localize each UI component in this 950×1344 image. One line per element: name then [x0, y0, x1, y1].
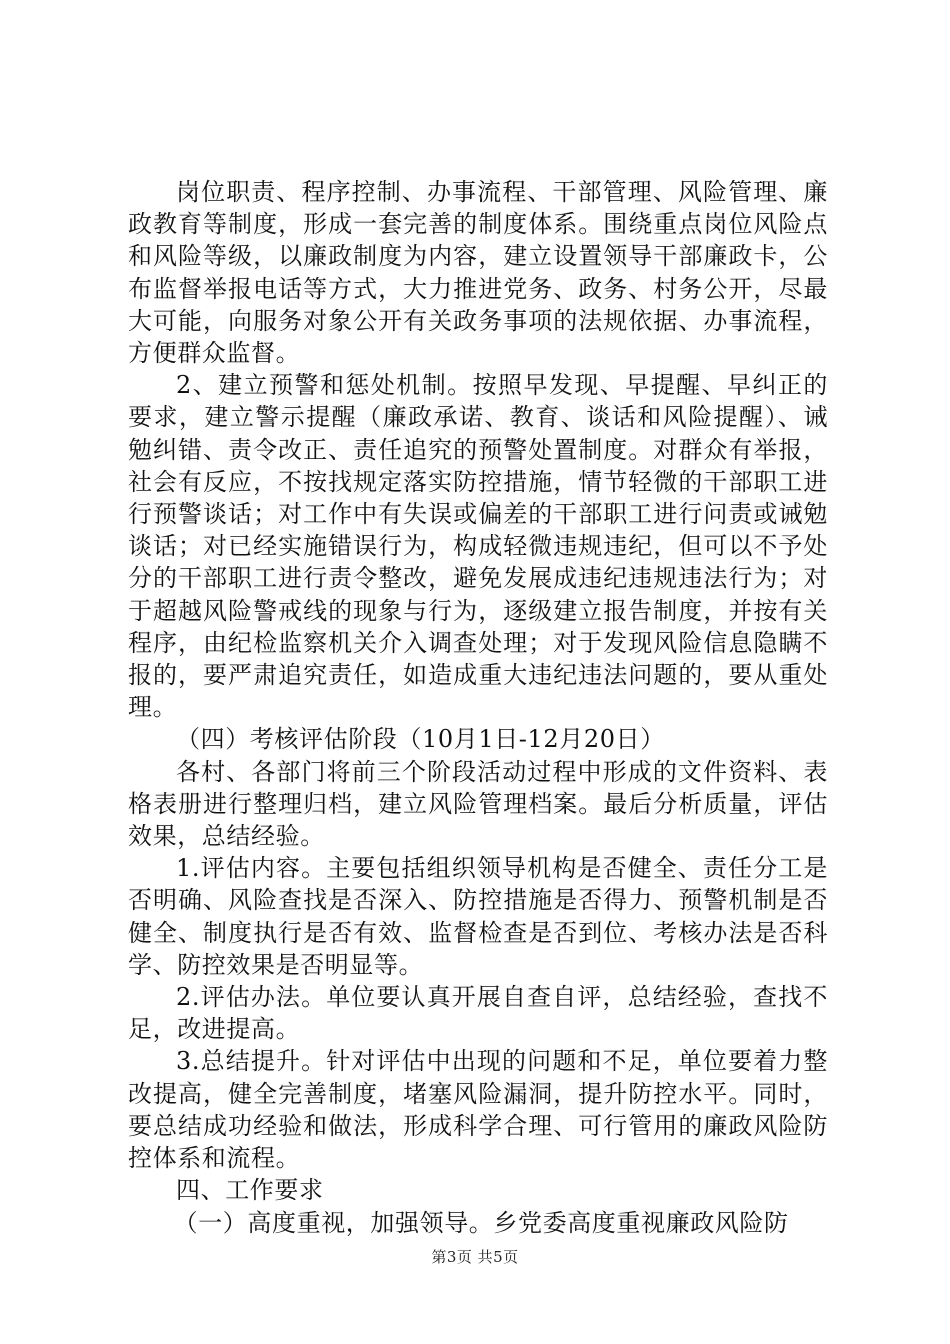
- paragraph-warning-mechanism: 2、建立预警和惩处机制。按照早发现、早提醒、早纠正的要求，建立警示提醒（廉政承诺、教育、谈话和风险提醒）、诫勉纠错、责令改正、责任追究的预警处置制度。对群众有举报，社会有反应，不按找规定落实防控措施，情节轻微的干部职工进行预警谈话；对工作中有失误或偏差的干部职工进行问责或诫勉谈话；对已经实施错误行为，构成轻微违规违纪，但可以不予处分的干部职工进行责令整改，避免发展成违纪违规违法行为；对于超越风险警戒线的现象与行为，逐级建立报告制度，并按有关程序，由纪检监察机关介入调查处理；对于发现风险信息隐瞒不报的，要严肃追究责任，如造成重大违纪违法问题的，要从重处理。: [128, 371, 828, 722]
- paragraph-summary: 3.总结提升。针对评估中出现的问题和不足，单位要着力整改提高，健全完善制度，堵塞风险漏洞，提升防控水平。同时，要总结成功经验和做法，形成科学合理、可行管用的廉政风险防控体系和流程。: [128, 1047, 828, 1173]
- heading-assessment-stage: （四）考核评估阶段（10月1日-12月20日）: [176, 725, 665, 754]
- paragraph-evaluation-method: 2.评估办法。单位要认真开展自查自评，总结经验，查找不足，改进提高。: [128, 983, 828, 1044]
- paragraph-archive: 各村、各部门将前三个阶段活动过程中形成的文件资料、表格表册进行整理归档，建立风险管理档案。最后分析质量，评估效果，总结经验。: [128, 757, 828, 851]
- paragraph-evaluation-content: 1.评估内容。主要包括组织领导机构是否健全、责任分工是否明确、风险查找是否深入、防控措施是否得力、预警机制是否健全、制度执行是否有效、监督检查是否到位、考核办法是否科学、防控效果是否明显等。: [128, 854, 828, 979]
- page-footer: 第3页 共5页: [431, 1248, 519, 1266]
- paragraph-leadership: （一）高度重视，加强领导。乡党委高度重视廉政风险防: [173, 1208, 789, 1237]
- document-body: [128, 176, 828, 1239]
- paragraph-system-building: 岗位职责、程序控制、办事流程、干部管理、风险管理、廉政教育等制度，形成一套完善的制度体系。围绕重点岗位风险点和风险等级，以廉政制度为内容，建立设置领导干部廉政卡，公布监督举报电话等方式，大力推进党务、政务、村务公开，尽最大可能，向服务对象公开有关政务事项的法规依据、办事流程，方便群众监督。: [128, 178, 828, 368]
- heading-work-requirements: 四、工作要求: [176, 1176, 324, 1205]
